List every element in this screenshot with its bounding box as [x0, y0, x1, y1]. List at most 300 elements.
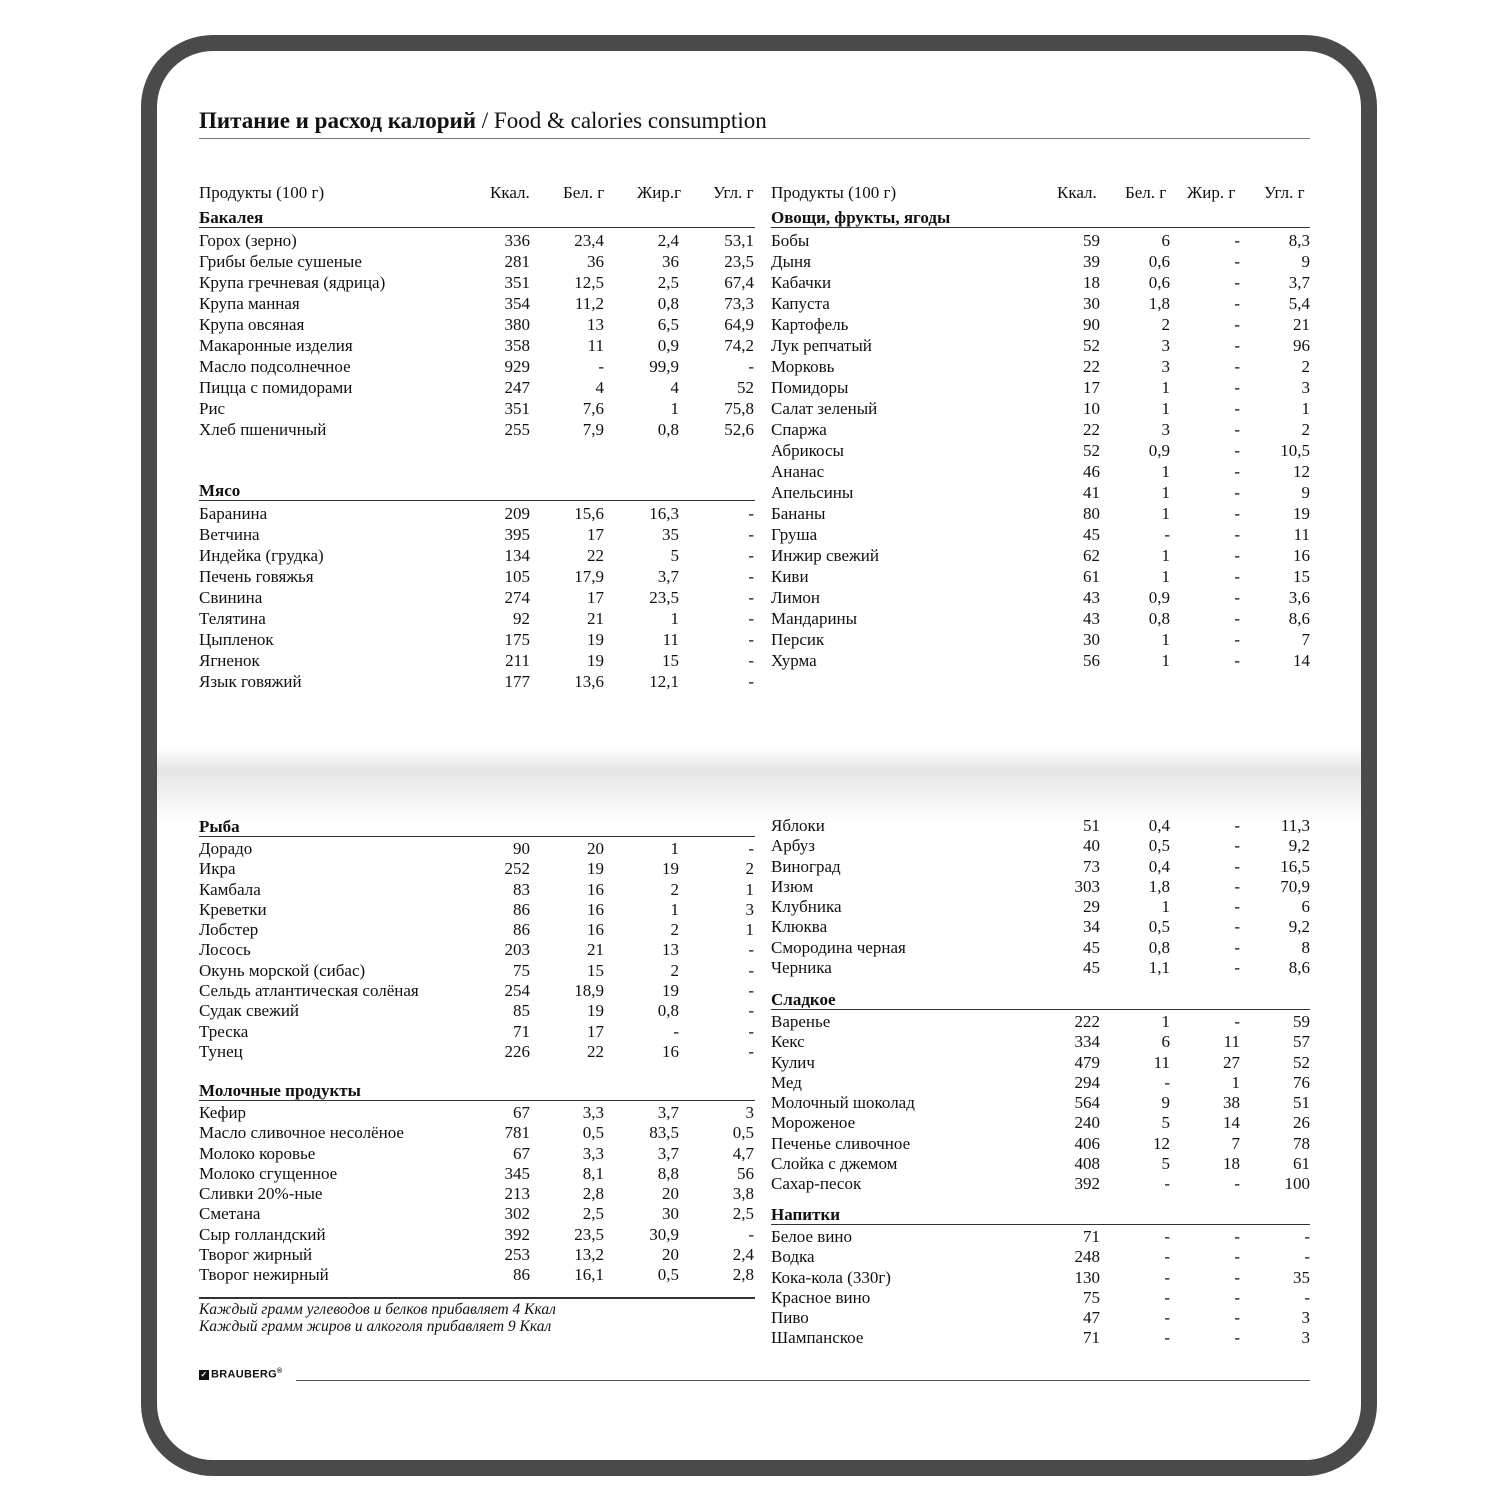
product-name: Камбала	[199, 879, 261, 899]
product-name: Арбуз	[771, 836, 815, 856]
table-row	[771, 836, 1310, 856]
product-name: Ананас	[771, 462, 825, 481]
product-name: Морковь	[771, 357, 835, 376]
table-row	[199, 1042, 755, 1062]
kcal-value: 336	[504, 231, 530, 250]
fat-value: -	[1234, 1012, 1240, 1031]
product-name: Молочный шоколад	[771, 1093, 915, 1113]
kcal-value: 75	[1083, 1287, 1100, 1307]
fat-value: -	[1234, 420, 1240, 439]
carbs-value: -	[1304, 1287, 1310, 1307]
table-row	[199, 314, 755, 335]
kcal-value: 47	[1083, 1308, 1100, 1328]
kcal-value: 86	[513, 920, 530, 940]
fat-value: 11	[662, 630, 679, 649]
table-row	[771, 230, 1310, 251]
product-name: Сливки 20%-ные	[199, 1184, 323, 1204]
table-row	[771, 545, 1310, 566]
kcal-value: 203	[504, 940, 530, 960]
carbs-value: -	[748, 1041, 754, 1061]
table-row	[199, 940, 755, 960]
table-row	[199, 251, 755, 272]
protein-value: -	[1164, 1072, 1170, 1092]
carbs-value: 1	[745, 920, 754, 940]
section-title: Бакалея	[199, 209, 755, 228]
table-row	[199, 1001, 755, 1021]
protein-value: 36	[587, 252, 604, 271]
table-row	[771, 356, 1310, 377]
carbs-value: 3	[745, 899, 754, 919]
fat-value: -	[1234, 1174, 1240, 1194]
table-row	[771, 1093, 1310, 1113]
product-name: Абрикосы	[771, 441, 844, 460]
kcal-value: 46	[1083, 462, 1100, 481]
fat-value: -	[1234, 399, 1240, 418]
fat-value: 27	[1223, 1052, 1240, 1072]
protein-value: 1	[1161, 651, 1170, 670]
product-name: Мед	[771, 1072, 802, 1092]
table-row	[199, 545, 755, 566]
kcal-value: 45	[1083, 958, 1100, 978]
kcal-value: 71	[513, 1021, 530, 1041]
fat-value: -	[1234, 315, 1240, 334]
table-row	[771, 1227, 1310, 1247]
fat-value: -	[1234, 897, 1240, 917]
fat-value: 6,5	[657, 315, 679, 334]
carbs-value: -	[748, 839, 754, 858]
carbs-value: 35	[1293, 1267, 1310, 1287]
product-name: Крупа овсяная	[199, 315, 305, 334]
protein-value: 7,6	[582, 399, 604, 418]
table-row	[771, 440, 1310, 461]
section-title: Рыба	[199, 818, 755, 837]
protein-value: -	[1164, 1328, 1170, 1348]
product-name: Хлеб пшеничный	[199, 420, 327, 439]
table-row	[199, 671, 755, 692]
carbs-value: 76	[1293, 1072, 1310, 1092]
carbs-value: 51	[1293, 1093, 1310, 1113]
protein-value: 7,9	[582, 420, 604, 439]
fat-value: 12,1	[649, 672, 679, 691]
note-fat-alcohol: Каждый грамм жиров и алкоголя прибавляет 9 Ккал	[199, 1318, 552, 1335]
section-ryba	[199, 818, 755, 1062]
carbs-value: 3	[1301, 1328, 1310, 1348]
protein-value: 15,6	[574, 504, 604, 523]
table-row	[771, 272, 1310, 293]
protein-value: 2,8	[582, 1184, 604, 1204]
protein-value: 0,4	[1148, 856, 1170, 876]
fat-value: -	[1234, 441, 1240, 460]
product-name: Инжир свежий	[771, 546, 879, 565]
kcal-value: 222	[1074, 1012, 1100, 1031]
carbs-value: 3	[1301, 1308, 1310, 1328]
protein-value: 1	[1161, 567, 1170, 586]
table-row	[199, 650, 755, 671]
carbs-value: 11	[1293, 525, 1310, 544]
protein-value: 0,4	[1148, 816, 1170, 835]
carbs-value: 73,3	[724, 294, 754, 313]
product-name: Грибы белые сушеные	[199, 252, 362, 271]
kcal-value: 71	[1083, 1227, 1100, 1246]
protein-value: 13,2	[574, 1245, 604, 1265]
kcal-value: 61	[1083, 567, 1100, 586]
fat-value: 2,4	[657, 231, 679, 250]
protein-value: 23,5	[574, 1224, 604, 1244]
header-left-protein: Бел. г	[563, 183, 605, 202]
carbs-value: 9,2	[1288, 917, 1310, 937]
kcal-value: 30	[1083, 294, 1100, 313]
brand-check-icon: ✓	[200, 1369, 208, 1379]
fat-value: 38	[1223, 1093, 1240, 1113]
fat-value: 8,8	[657, 1163, 679, 1183]
product-name: Печенье сливочное	[771, 1133, 911, 1153]
table-row	[771, 1012, 1310, 1032]
protein-value: 0,5	[582, 1123, 604, 1143]
notes-rule	[199, 1297, 755, 1299]
fat-value: 4	[670, 378, 679, 397]
kcal-value: 209	[504, 504, 530, 523]
fat-value: 1	[1231, 1072, 1240, 1092]
table-row	[199, 880, 755, 900]
carbs-value: 75,8	[724, 399, 754, 418]
table-row	[771, 524, 1310, 545]
carbs-value: 16,5	[1280, 856, 1310, 876]
fat-value: 2,5	[657, 273, 679, 292]
table-row	[771, 608, 1310, 629]
protein-value: 19	[587, 859, 604, 879]
fat-value: -	[1234, 1267, 1240, 1287]
carbs-value: -	[748, 630, 754, 649]
carbs-value: 19	[1293, 504, 1310, 523]
fat-value: 0,8	[657, 420, 679, 439]
product-name: Лосось	[199, 940, 251, 960]
kcal-value: 211	[505, 651, 530, 670]
product-name: Цыпленок	[199, 630, 274, 649]
fat-value: -	[1234, 357, 1240, 376]
carbs-value: 12	[1293, 462, 1310, 481]
protein-value: 16	[587, 920, 604, 940]
table-row	[199, 629, 755, 650]
protein-value: 22	[587, 1041, 604, 1061]
kcal-value: 90	[1083, 315, 1100, 334]
carbs-value: 59	[1293, 1012, 1310, 1031]
table-row	[199, 839, 755, 859]
section-napitki	[771, 1206, 1310, 1349]
carbs-value: 5,4	[1288, 294, 1310, 313]
product-name: Тунец	[199, 1041, 243, 1061]
product-name: Крупа манная	[199, 294, 300, 313]
protein-value: -	[1164, 1287, 1170, 1307]
kcal-value: 52	[1083, 441, 1100, 460]
product-name: Молоко коровье	[199, 1143, 316, 1163]
kcal-value: 56	[1083, 651, 1100, 670]
protein-value: 1,1	[1148, 958, 1170, 978]
table-row	[771, 857, 1310, 877]
carbs-value: 3	[745, 1103, 754, 1122]
kcal-value: 34	[1083, 917, 1100, 937]
protein-value: 18,9	[574, 981, 604, 1001]
table-row	[771, 1288, 1310, 1308]
product-name: Баранина	[199, 504, 268, 523]
fat-value: -	[1234, 336, 1240, 355]
fat-value: 14	[1223, 1113, 1240, 1133]
carbs-value: 57	[1293, 1032, 1310, 1052]
fat-value: 99,9	[649, 357, 679, 376]
product-name: Апельсины	[771, 483, 854, 502]
protein-value: 22	[587, 546, 604, 565]
fat-value: 1	[670, 839, 679, 858]
protein-value: 6	[1161, 231, 1170, 250]
fat-value: -	[1234, 1308, 1240, 1328]
protein-value: 17	[587, 588, 604, 607]
kcal-value: 175	[504, 630, 530, 649]
carbs-value: 61	[1293, 1154, 1310, 1174]
carbs-value: 1	[745, 879, 754, 899]
fat-value: -	[1234, 1247, 1240, 1267]
fat-value: -	[1234, 504, 1240, 523]
kcal-value: 51	[1083, 816, 1100, 835]
kcal-value: 29	[1083, 897, 1100, 917]
table-row	[771, 566, 1310, 587]
kcal-value: 22	[1083, 420, 1100, 439]
protein-value: 0,8	[1148, 609, 1170, 628]
kcal-value: 395	[504, 525, 530, 544]
carbs-value: -	[748, 1021, 754, 1041]
fat-value: 35	[662, 525, 679, 544]
kcal-value: 406	[1074, 1133, 1100, 1153]
protein-value: 21	[587, 609, 604, 628]
table-row	[199, 272, 755, 293]
brand-name: BRAUBERG	[211, 1368, 277, 1381]
kcal-value: 83	[513, 879, 530, 899]
product-name: Помидоры	[771, 378, 849, 397]
fat-value: -	[1234, 1227, 1240, 1246]
kcal-value: 59	[1083, 231, 1100, 250]
table-row	[199, 1144, 755, 1164]
product-name: Пиво	[771, 1308, 809, 1328]
fat-value: 36	[662, 252, 679, 271]
protein-value: 11,2	[574, 294, 604, 313]
product-name: Крупа гречневая (ядрица)	[199, 273, 386, 292]
carbs-value: 14	[1293, 651, 1310, 670]
carbs-value: 96	[1293, 336, 1310, 355]
table-row	[199, 859, 755, 879]
table-row	[199, 1184, 755, 1204]
fat-value: 20	[662, 1245, 679, 1265]
table-row	[771, 958, 1310, 978]
kcal-value: 302	[504, 1204, 530, 1224]
kcal-value: 254	[504, 981, 530, 1001]
carbs-value: 0,5	[732, 1123, 754, 1143]
product-name: Индейка (грудка)	[199, 546, 324, 565]
kcal-value: 351	[504, 273, 530, 292]
carbs-value: -	[1304, 1247, 1310, 1267]
table-row	[771, 650, 1310, 671]
protein-value: 19	[587, 651, 604, 670]
kcal-value: 45	[1083, 937, 1100, 957]
fat-value: 16,3	[649, 504, 679, 523]
protein-value: 1	[1161, 546, 1170, 565]
carbs-value: 56	[737, 1163, 754, 1183]
kcal-value: 226	[504, 1041, 530, 1061]
carbs-value: 2	[1301, 357, 1310, 376]
fat-value: 0,8	[657, 1001, 679, 1021]
fat-value: 19	[662, 859, 679, 879]
fat-value: 13	[662, 940, 679, 960]
product-name: Мандарины	[771, 609, 858, 628]
carbs-value: 2	[745, 859, 754, 879]
protein-value: 9	[1161, 1093, 1170, 1113]
fat-value: -	[1234, 630, 1240, 649]
table-row	[771, 419, 1310, 440]
table-row	[199, 566, 755, 587]
section-title: Овощи, фрукты, ягоды	[771, 209, 1310, 228]
protein-value: 0,6	[1148, 273, 1170, 292]
fat-value: 5	[670, 546, 679, 565]
table-row	[199, 1123, 755, 1143]
table-row	[771, 482, 1310, 503]
product-name: Дыня	[771, 252, 811, 271]
product-name: Мороженое	[771, 1113, 856, 1133]
kcal-value: 334	[1074, 1032, 1100, 1052]
carbs-value: -	[748, 567, 754, 586]
product-name: Макаронные изделия	[199, 336, 353, 355]
carbs-value: 23,5	[724, 252, 754, 271]
product-name: Треска	[199, 1021, 249, 1041]
protein-value: -	[1164, 1227, 1170, 1246]
kcal-value: 130	[1074, 1267, 1100, 1287]
protein-value: 23,4	[574, 231, 604, 250]
product-name: Дорадо	[199, 839, 253, 858]
product-name: Клюква	[771, 917, 828, 937]
product-name: Спаржа	[771, 420, 827, 439]
product-name: Бобы	[771, 231, 810, 250]
product-name: Бананы	[771, 504, 826, 523]
product-name: Водка	[771, 1247, 815, 1267]
table-row	[771, 251, 1310, 272]
protein-value: 0,9	[1148, 588, 1170, 607]
carbs-value: 53,1	[724, 231, 754, 250]
fat-value: 3,7	[657, 1143, 679, 1163]
carbs-value: 26	[1293, 1113, 1310, 1133]
product-name: Телятина	[199, 609, 266, 628]
protein-value: 1	[1161, 504, 1170, 523]
protein-value: 16	[587, 879, 604, 899]
fat-value: -	[1234, 525, 1240, 544]
fat-value: -	[1234, 273, 1240, 292]
section-ovoshchi	[771, 209, 1310, 671]
table-row	[199, 1204, 755, 1224]
kcal-value: 408	[1074, 1154, 1100, 1174]
product-name: Кабачки	[771, 273, 832, 292]
product-name: Рис	[199, 399, 226, 418]
carbs-value: 21	[1293, 315, 1310, 334]
section-sladkoe	[771, 991, 1310, 1195]
section-title: Мясо	[199, 482, 755, 501]
product-name: Сыр голландский	[199, 1224, 326, 1244]
carbs-value: 74,2	[724, 336, 754, 355]
product-name: Кекс	[771, 1032, 805, 1052]
protein-value: 17	[587, 1021, 604, 1041]
table-row	[199, 1265, 755, 1285]
fat-value: -	[1234, 876, 1240, 896]
product-name: Ягненок	[199, 651, 260, 670]
carbs-value: -	[748, 960, 754, 980]
kcal-value: 30	[1083, 630, 1100, 649]
product-name: Масло подсолнечное	[199, 357, 351, 376]
table-row	[199, 961, 755, 981]
protein-value: 5	[1161, 1113, 1170, 1133]
kcal-value: 252	[504, 859, 530, 879]
header-left-product: Продукты (100 г)	[199, 183, 325, 202]
fat-value: -	[1234, 462, 1240, 481]
fat-value: 1	[670, 399, 679, 418]
carbs-value: 52	[737, 378, 754, 397]
protein-value: 0,8	[1148, 937, 1170, 957]
fat-value: 83,5	[649, 1123, 679, 1143]
kcal-value: 39	[1083, 252, 1100, 271]
product-name: Сельдь атлантическая солёная	[199, 981, 419, 1001]
protein-value: 20	[587, 839, 604, 858]
page-fold	[157, 748, 1361, 823]
kcal-value: 255	[504, 420, 530, 439]
kcal-value: 10	[1083, 399, 1100, 418]
table-row	[199, 398, 755, 419]
carbs-value: 8,6	[1288, 609, 1310, 628]
table-row	[771, 938, 1310, 958]
kcal-value: 354	[504, 294, 530, 313]
carbs-value: 9	[1301, 483, 1310, 502]
kcal-value: 67	[513, 1143, 530, 1163]
protein-value: 1	[1161, 897, 1170, 917]
protein-value: 0,6	[1148, 252, 1170, 271]
header-right-fat: Жир. г	[1187, 183, 1236, 202]
header-right-carbs: Угл. г	[1264, 183, 1305, 202]
product-name: Молоко сгущенное	[199, 1163, 338, 1183]
kcal-value: 92	[513, 609, 530, 628]
product-name: Печень говяжья	[199, 567, 314, 586]
fat-value: 7	[1231, 1133, 1240, 1153]
table-row	[199, 1022, 755, 1042]
product-name: Изюм	[771, 876, 814, 896]
fat-value: -	[1234, 836, 1240, 856]
carbs-value: 2	[1301, 420, 1310, 439]
product-name: Лук репчатый	[771, 336, 872, 355]
product-name: Черника	[771, 958, 832, 978]
carbs-value: 10,5	[1280, 441, 1310, 460]
kcal-value: 45	[1083, 525, 1100, 544]
fat-value: 3,7	[657, 567, 679, 586]
protein-value: 6	[1161, 1032, 1170, 1052]
header-left-carbs: Угл. г	[713, 183, 754, 202]
fat-value: 16	[662, 1041, 679, 1061]
table-row	[771, 1134, 1310, 1154]
table-row	[771, 293, 1310, 314]
carbs-value: -	[748, 1001, 754, 1021]
table-row	[771, 917, 1310, 937]
fat-value: -	[1234, 1287, 1240, 1307]
kcal-value: 80	[1083, 504, 1100, 523]
fat-value: -	[1234, 483, 1240, 502]
kcal-value: 105	[504, 567, 530, 586]
fat-value: -	[1234, 588, 1240, 607]
kcal-value: 247	[504, 378, 530, 397]
carbs-value: 8,6	[1288, 958, 1310, 978]
fat-value: 11	[1223, 1032, 1240, 1052]
carbs-value: 3	[1301, 378, 1310, 397]
kcal-value: 85	[513, 1001, 530, 1021]
carbs-value: 2,5	[732, 1204, 754, 1224]
